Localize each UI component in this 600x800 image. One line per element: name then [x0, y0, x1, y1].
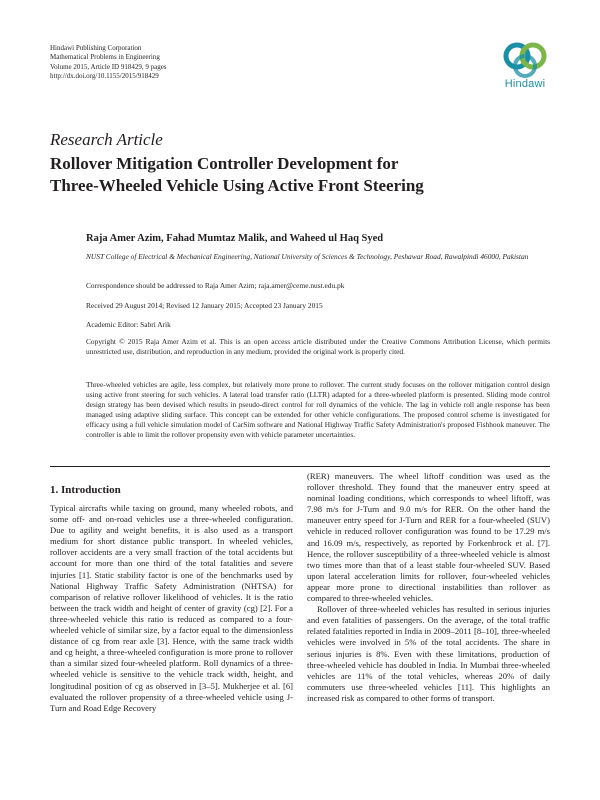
copyright-notice: Copyright © 2015 Raja Amer Azim et al. This is an open access article distributed under the Creative Commons Attribution License, which permits unrestricted use, distribution, and reproduction in any medium, provided the original work is properly cited.: [86, 337, 550, 356]
right-column: [307, 471, 550, 704]
left-column: [50, 503, 293, 714]
hindawi-logo: [492, 40, 558, 106]
paper-title: [50, 153, 570, 197]
paragraph: Typical aircrafts while taxing on ground, many wheeled robots, and some off- and on-road vehicles use a three-wheeled configuration. Due to agility and weight benefits, it is also used as a transport medium for short distance public transport. In wheeled vehicles, rollover accidents are a very small fraction of the total accidents but account for more than one third of the total fatalities and severe injuries [1]. Static stability factor is one of the benchmarks used by National Highway Traffic Safety Administration (NHTSA) for comparison of relative rollover likelihood of vehicles. It is the ratio between the track width and height of center of gravity (cg) [2]. For a three-wheeled vehicle this ratio is reduced as compared to a four-wheeled vehicle of similar size, by a factor equal to the dimensionless distance of cg from rear axle [3]. Hence, with the same track width and cg height, a three-wheeled configuration is more prone to rollover than a similar sized four-wheeled platform. Roll dynamics of a three-wheeled vehicle is sensitive to the vehicle track width, height, and longitudinal position of cg as observed in [3–5]. Mukherjee et al. [6] evaluated the rollover propensity of a three-wheeled vehicle using J-Turn and Road Edge Recovery: [50, 503, 293, 713]
section-heading: 1. Introduction: [50, 484, 121, 496]
correspondence: Correspondence should be addressed to Raja Amer Azim; raja.amer@ceme.nust.edu.pk: [86, 281, 345, 290]
abstract: Three-wheeled vehicles are agile, less complex, but relatively more prone to rollover. The current study focuses on the rollover mitigation control design using active front steering for such vehicles. A lateral load transfer ratio (LLTR) adapted for a three-wheeled platform is presented. Sliding mode control design strategy has been devised which results in pseudo-direct control for roll dynamics of the vehicle. The lag in vehicle roll angle response has been managed using adaptive sliding surface. This concept can be extended for other vehicle configurations. The proposed control scheme is investigated for efficacy using a full vehicle simulation model of CarSim software and National Highway Traffic Safety Administration's proposed Fishhook maneuver. The controller is able to limit the rollover propensity even with vehicle parameter uncertainties.: [86, 380, 550, 439]
paragraph: (RER) maneuvers. The wheel liftoff condition was used as the rollover threshold. They found that the maneuver entry speed at nominal loading conditions, which corresponds to wheel liftoff, was 7.98 m/s for J-Turn and 9.0 m/s for RER. On the other hand the maneuver entry speed for J-Turn and RER for a four-wheeled (SUV) vehicle in reduced rollover configuration was found to be 17.29 m/s and 16.09 m/s, respectively, as reported by Forkenbrock et al. [7]. Hence, the rollover susceptibility of a three-wheeled vehicle is almost two times more than that of a least stable four-wheeled SUV. Based upon lateral acceleration limits for rollover, four-wheeled vehicles appear more prone to directional instabilities than rollover as compared to three-wheeled vehicles.: [307, 471, 550, 604]
received-dates: Received 29 August 2014; Revised 12 January 2015; Accepted 23 January 2015: [86, 301, 323, 310]
article-type: Research Article: [50, 130, 163, 149]
academic-editor: Academic Editor: Sabri Arik: [86, 320, 171, 329]
publisher-line: Hindawi Publishing Corporation: [50, 44, 142, 52]
hindawi-logo-icon: [500, 40, 550, 80]
hindawi-logo-text: Hindawi: [504, 78, 546, 90]
journal-line: Mathematical Problems in Engineering: [50, 53, 160, 62]
publication-info: [50, 44, 167, 81]
title-line-2: Three-Wheeled Vehicle Using Active Front Steering: [50, 176, 424, 195]
paragraph: Rollover of three-wheeled vehicles has resulted in serious injuries and even fatalities of passengers. On the average, of the total traffic related fatalities reported in India in 2009–2011 [8–10], three-wheeled vehicles were involved in 5% of the total accidents. The share in serious injuries is 8%. Even with these limitations, production of three-wheeled vehicle has doubled in India. In Mumbai three-wheeled vehicles are 11% of the total vehicles, whereas 20% of daily commuters use three-wheeled vehicles [11]. This highlights an increased risk as compared to other forms of transport.: [307, 604, 550, 703]
author-list: Raja Amer Azim, Fahad Mumtaz Malik, and Waheed ul Haq Syed: [86, 233, 384, 244]
section-divider: [50, 466, 550, 467]
doi-link[interactable]: http://dx.doi.org/10.1155/2015/918429: [50, 71, 159, 80]
title-line-1: Rollover Mitigation Controller Development for: [50, 154, 399, 173]
volume-line: Volume 2015, Article ID 918429, 9 pages: [50, 62, 167, 71]
affiliation: NUST College of Electrical & Mechanical Engineering, National University of Sciences & Technology, Peshawar Road, Rawalpindi 46000, Pakistan: [86, 252, 529, 261]
